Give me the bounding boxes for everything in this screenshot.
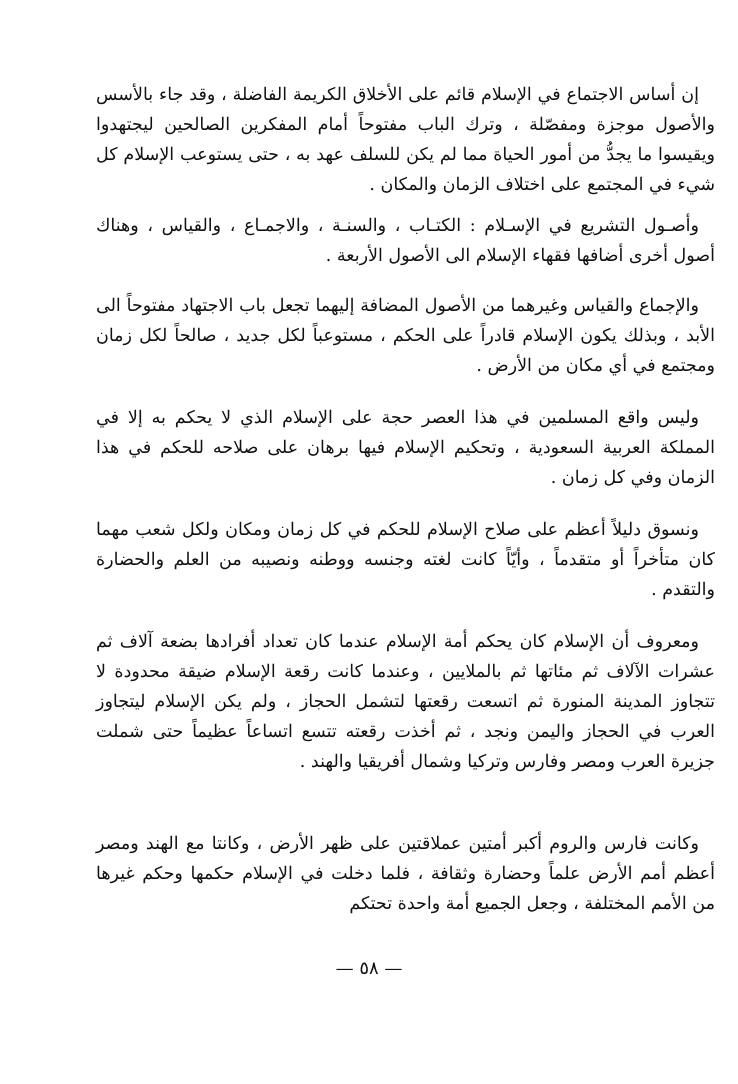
paragraph-5: ونسوق دليلاً أعظم على صلاح الإسلام للحكم في كل زمان ومكان ولكل شعب مهما كان متأخراً أو متقدماً ، وأيّاً كانت لغته وجنسه ووطنه ونصيبه من العلم والحضارة والتقدم .	[96, 520, 715, 600]
body-text	[96, 80, 715, 919]
paragraph-6: ومعروف أن الإسلام كان يحكم أمة الإسلام عندما كان تعداد أفرادها بضعة آلاف ثم عشرات الآلاف ثم مئاتها ثم بالملايين ، وعندما كانت رقعة الإسلام ضيقة محدودة لا تتجاوز المدينة المنورة ثم اتسعت رقعتها لتشمل الحجاز ، ولم يكن الإسلام ليتجاوز العرب في الحجاز واليمن ونجد ، ثم أخذت رقعته تتسع اتساعاً عظيماً حتى شملت جزيرة العرب ومصر وفارس وتركيا وشمال أفريقيا والهند .	[96, 632, 715, 772]
paragraph-1: إن أساس الاجتماع في الإسلام قائم على الأخلاق الكريمة الفاضلة ، وقد جاء بالأسس والأصول موجزة ومفصّلة ، وترك الباب مفتوحاً أمام المفكرين الصالحين ليجتهدوا ويقيسوا ما يجدُّ من أمور الحياة مما لم يكن للسلف عهد به ، حتى يستوعب الإسلام كل شيء في المجتمع على اختلاف الزمان والمكان .	[96, 85, 715, 195]
paragraph-4: وليس واقع المسلمين في هذا العصر حجة على الإسلام الذي لا يحكم به إلا في المملكة العربية السعودية ، وتحكيم الإسلام فيها برهان على صلاحه للحكم في هذا الزمان وفي كل زمان .	[96, 408, 715, 488]
paragraph-2: وأصـول التشريع في الإسـلام : الكتـاب ، والسنـة ، والاجمـاع ، والقياس ، وهناك أصول أخرى أضافها فقهاء الإسلام الى الأصول الأربعة .	[96, 216, 715, 266]
paragraph-3: والإجماع والقياس وغيرهما من الأصول المضافة إليهما تجعل باب الاجتهاد مفتوحاً الى الأبد ، وبذلك يكون الإسلام قادراً على الحكم ، مستوعباً لكل جديد ، صالحاً لكل زمان ومجتمع في أي مكان من الأرض .	[96, 296, 715, 376]
paragraph-7: وكانت فارس والروم أكبر أمتين عملاقتين على ظهر الأرض ، وكانتا مع الهند ومصر أعظم أمم الأرض علماً وحضارة وثقافة ، فلما دخلت في الإسلام حكمها وحكم غيرها من الأمم المختلفة ، وجعل الجميع أمة واحدة تحتكم	[96, 834, 715, 914]
page-number: — ٥٨ —	[335, 958, 403, 979]
